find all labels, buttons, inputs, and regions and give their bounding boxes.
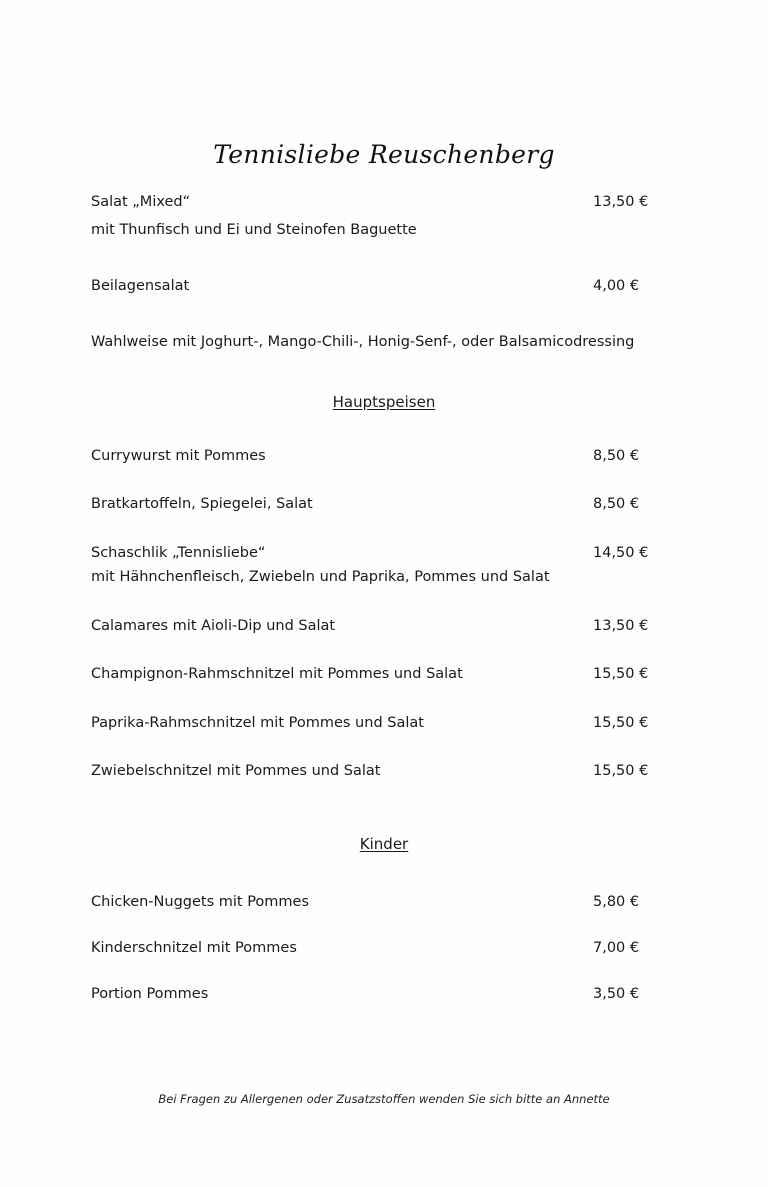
menu-item-name: Chicken-Nuggets mit Pommes bbox=[91, 894, 310, 910]
menu-item-price: 8,50 € bbox=[593, 496, 640, 512]
menu-item-name: Currywurst mit Pommes bbox=[91, 448, 266, 464]
menu-item-price: 15,50 € bbox=[593, 763, 649, 779]
dressing-note: Wahlweise mit Joghurt-, Mango-Chili-, Honig-Senf-, oder Balsamicodressing bbox=[91, 334, 635, 350]
section-heading-kinder: Kinder bbox=[359, 835, 409, 853]
menu-item-name: Schaschlik „Tennisliebe“ bbox=[91, 545, 266, 561]
menu-title: Tennisliebe Reuschenberg bbox=[213, 140, 555, 169]
menu-item-description: mit Hähnchenfleisch, Zwiebeln und Paprika, Pommes und Salat bbox=[91, 569, 550, 585]
menu-item-price: 13,50 € bbox=[593, 194, 649, 210]
menu-item-price: 15,50 € bbox=[593, 715, 649, 731]
menu-item-price: 3,50 € bbox=[593, 986, 640, 1002]
menu-item-name: Beilagensalat bbox=[91, 278, 190, 294]
menu-item-description: mit Thunfisch und Ei und Steinofen Baguette bbox=[91, 222, 417, 238]
section-heading-hauptspeisen: Hauptspeisen bbox=[332, 393, 436, 411]
menu-item-price: 13,50 € bbox=[593, 618, 649, 634]
menu-item-price: 8,50 € bbox=[593, 448, 640, 464]
menu-item-price: 4,00 € bbox=[593, 278, 640, 294]
menu-item-name: Calamares mit Aioli-Dip und Salat bbox=[91, 618, 336, 634]
menu-item-name: Zwiebelschnitzel mit Pommes und Salat bbox=[91, 763, 381, 779]
menu-item-price: 14,50 € bbox=[593, 545, 649, 561]
menu-item-price: 7,00 € bbox=[593, 940, 640, 956]
menu-item-name: Kinderschnitzel mit Pommes bbox=[91, 940, 297, 956]
menu-item-price: 5,80 € bbox=[593, 894, 640, 910]
allergen-footer-note: Bei Fragen zu Allergenen oder Zusatzstoffen wenden Sie sich bitte an Annette bbox=[158, 1092, 610, 1106]
menu-item-name: Salat „Mixed“ bbox=[91, 194, 191, 210]
menu-item-price: 15,50 € bbox=[593, 666, 649, 682]
menu-item-name: Bratkartoffeln, Spiegelei, Salat bbox=[91, 496, 313, 512]
menu-item-name: Paprika-Rahmschnitzel mit Pommes und Salat bbox=[91, 715, 424, 731]
menu-item-name: Champignon-Rahmschnitzel mit Pommes und Salat bbox=[91, 666, 463, 682]
menu-item-name: Portion Pommes bbox=[91, 986, 209, 1002]
